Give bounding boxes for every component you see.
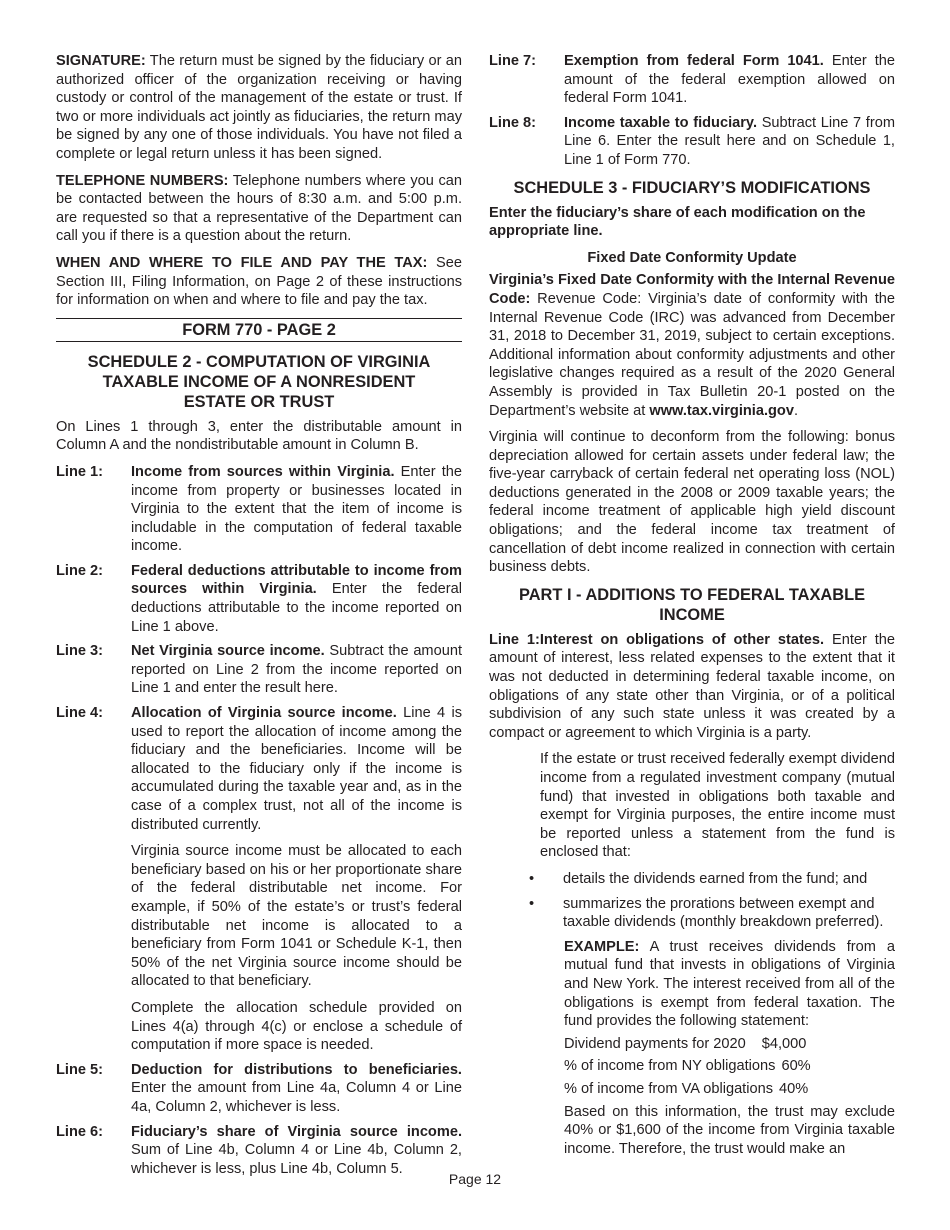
- schedule2-line-7: Line 7: Exemption from federal Form 1041. Enter the amount of the federal exemption allowed on federal Form 1041.: [489, 53, 895, 107]
- example-block: EXAMPLE: A trust receives dividends from a mutual fund that invests in obligations of Virginia and New York. The interest received from all of the obligations is exempt from federal taxation. The fund provides the following statement: Dividend payments for 2020 $4,000 % of income from NY obligations 60% % of income from VA obligations 40% Based on this information, the trust may exclude 40% or $1,600 of the income from Virginia taxable income. Therefore, the trust would make an: [564, 938, 895, 1157]
- form-title: FORM 770 - PAGE 2: [56, 318, 462, 342]
- bullet-item: • summarizes the prorations between exempt and taxable dividends (monthly breakdown preferred).: [529, 895, 884, 931]
- bullet-icon: •: [529, 870, 535, 887]
- bullet-item: • details the dividends earned from the fund; and: [529, 870, 868, 887]
- schedule2-line-8: Line 8: Income taxable to fiduciary. Subtract Line 7 from Line 6. Enter the result here and on Schedule 1, Line 1 of Form 770.: [489, 114, 895, 168]
- part1-title: PART I - ADDITIONS TO FEDERAL TAXABLE INCOME: [518, 585, 866, 624]
- conformity-title: Fixed Date Conformity Update: [587, 249, 797, 266]
- right-column: [489, 52, 895, 1162]
- signature-paragraph: SIGNATURE: The return must be signed by the fiduciary or an authorized officer of the organization receiving or having custody or control of the management of the estate or trust. If two or more individuals act jointly as fiduciaries, the return may be signed by any one of those individuals. You have not filed a complete or legal return unless it has been signed.: [56, 53, 462, 162]
- part1-line-1: Line 1:Interest on obligations of other states. Enter the amount of interest, less related expenses to the extent that it was not deducted in determining federal taxable income, on obligations of any state other than Virginia, or of a political subdivision of any such state unless it was created by a compact or agreement to which Virginia is a party.: [489, 631, 896, 741]
- schedule3-title: SCHEDULE 3 - FIDUCIARY’S MODIFICATIONS: [513, 178, 871, 197]
- line4-paragraph-2: Virginia source income must be allocated to each beneficiary based on his or her proportionate share of the federal distributable net income. For example, if 50% of the estate’s or trust’s federal distributable net income is allocated to a beneficiary from Form 1041 or Schedule K-1, then 50% of the net Virginia source income should be allocated to that beneficiary.: [131, 843, 462, 990]
- website-link[interactable]: www.tax.virginia.gov: [649, 402, 794, 419]
- schedule2-line-5: Line 5: Deduction for distributions to beneficiaries. Enter the amount from Line 4a, Column 4 or Line 4a, Column 2, whichever is less.: [56, 1061, 462, 1115]
- schedule2-line-4: Line 4: Allocation of Virginia source income. Line 4 is used to report the allocation of income among the fiduciary and the beneficiaries. Income will be allocated to the fiduciary only if the income is accumulated during the taxable year and, as in the case of a complex trust, not all of the income is distributed currently. Virginia source income must be allocated to each beneficiary based on his or her proportionate share of the federal distributable net income. For example, if 50% of the estate’s or trust’s federal distributable net income is allocated to a beneficiary from Form 1041 or Schedule K-1, then 50% of the net Virginia source income should be allocated to that beneficiary. Complete the allocation schedule provided on Lines 4(a) through 4(c) or enclose a schedule of computation if more space is needed.: [56, 705, 462, 1054]
- schedule2-intro: On Lines 1 through 3, enter the distributable amount in Column A and the nondistributable amount in Column B.: [56, 418, 462, 454]
- schedule2-line-6: Line 6: Fiduciary’s share of Virginia source income. Sum of Line 4b, Column 4 or Line 4b, Column 2, whichever is less, plus Line 4b, Column 5.: [56, 1123, 462, 1177]
- schedule2-line-3: Line 3: Net Virginia source income. Subtract the amount reported on Line 2 from the income reported on Line 1 and enter the result here.: [56, 643, 462, 697]
- schedule2-line-2: Line 2: Federal deductions attributable to income from sources within Virginia. Enter the federal deductions attributable to the income reported on Line 1 above.: [56, 562, 462, 635]
- conformity-paragraph: Virginia’s Fixed Date Conformity with the Internal Revenue Code: Revenue Code: Virginia’s date of conformity with the Internal Revenue Code (IRC) was advanced from December 31, 2018 to December 31, 2019, subject to certain exceptions. Additional information about conformity adjustments and other legislative changes required as a result of the 2020 General Assembly is provided in Tax Bulletin 20-1 posted on the Department’s website at www.tax.virginia.gov.: [489, 272, 895, 419]
- telephone-paragraph: TELEPHONE NUMBERS: Telephone numbers where you can be contacted between the hours of 8:30 a.m. and 5:00 p.m. are requested so that a representative of the Department can call you if there is a question about the return.: [56, 172, 463, 245]
- deconform-paragraph: Virginia will continue to deconform from the following: bonus depreciation allowed for certain assets under federal law; the five-year carryback of certain federal net operating loss (NOL) deductions generated in the 2008 or 2009 taxable years; the federal income treatment of applicable high yield discount obligations; and the federal income tax treatment of cancellation of debt income realized in connection with certain business debts.: [489, 429, 895, 576]
- part1-indent: [540, 750, 895, 862]
- left-column: [56, 52, 462, 1184]
- line4-paragraph-3: Complete the allocation schedule provided on Lines 4(a) through 4(c) or enclose a schedule of computation if more space is needed.: [131, 999, 462, 1054]
- part1-paragraph-2: If the estate or trust received federally exempt dividend income from a regulated investment company (mutual fund) that invested in obligations both taxable and exempt for Virginia purposes, the entire income must be reported unless a statement from the fund is enclosed that:: [540, 751, 895, 861]
- example-after: Based on this information, the trust may exclude 40% or $1,600 of the income from Virginia taxable income. Therefore, the trust would make an: [564, 1103, 895, 1157]
- example-row: % of income from NY obligations 60%: [564, 1058, 811, 1075]
- page-number: Page 12: [448, 1171, 502, 1187]
- schedule2-line-1: Line 1: Income from sources within Virginia. Enter the income from property or businesses located in Virginia to the extent that the item of income is includable in the computation of federal taxable income.: [56, 463, 462, 555]
- example-row: Dividend payments for 2020 $4,000: [564, 1035, 807, 1052]
- schedule3-intro: Enter the fiduciary’s share of each modification on the appropriate line.: [489, 204, 866, 240]
- when-where-paragraph: WHEN AND WHERE TO FILE AND PAY THE TAX: See Section III, Filing Information, on Page 2 of these instructions for information on when and where to file and pay the tax.: [56, 254, 462, 309]
- schedule2-title: SCHEDULE 2 - COMPUTATION OF VIRGINIA TAXABLE INCOME OF A NONRESIDENT ESTATE OR TRUST: [87, 352, 431, 411]
- example-row: % of income from VA obligations 40%: [564, 1080, 809, 1097]
- bullet-icon: •: [529, 895, 535, 912]
